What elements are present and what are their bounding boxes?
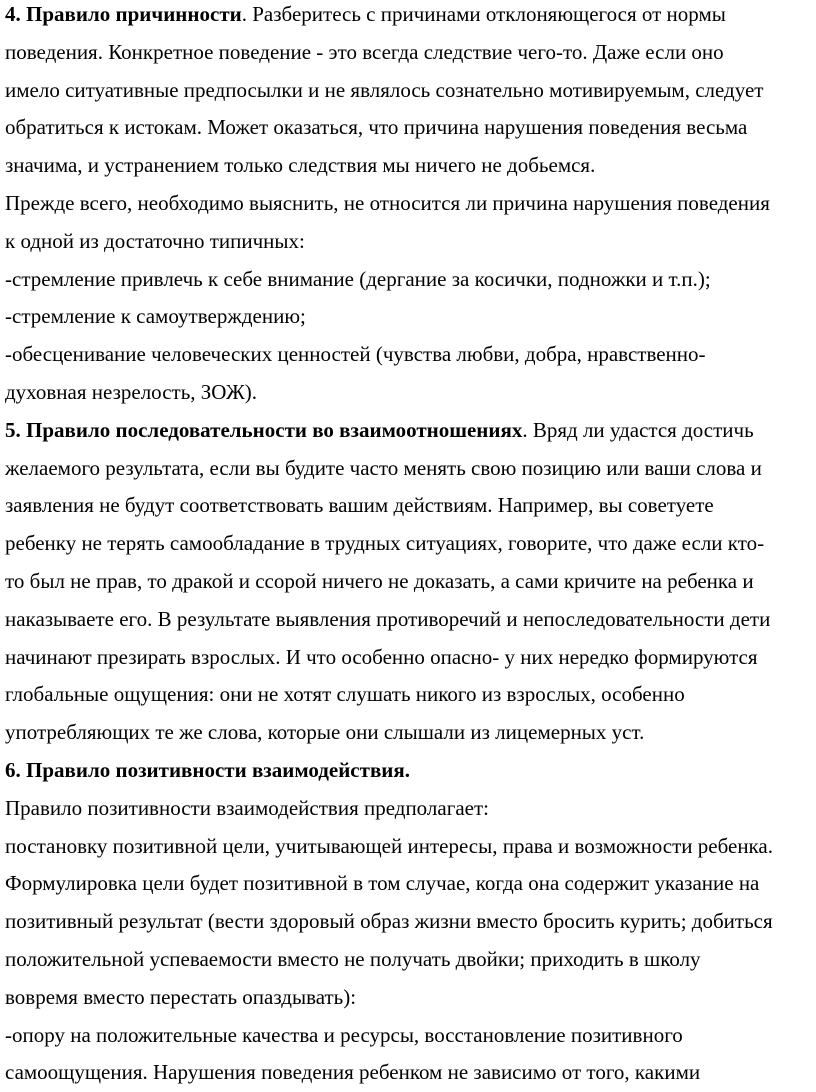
section-6-line-5: положительной успеваемости вместо не получать двойки; приходить в школу: [5, 946, 701, 971]
section-5-line-7: начинают презирать взрослых. И что особенно опасно- у них нередко формируются: [5, 644, 758, 669]
section-6-line-8: самоощущения. Нарушения поведения ребенком не зависимо от того, какими: [5, 1060, 701, 1085]
section-4-line-4: обратиться к истокам. Может оказаться, что причина нарушения поведения весьма: [5, 115, 748, 140]
section-4-line-3: имело ситуативные предпосылки и не являлось сознательно мотивируемым, следует: [5, 77, 764, 102]
section-4-line-7: к одной из достаточно типичных:: [5, 228, 305, 253]
section-5-line-1: 5. Правило последовательности во взаимоотношениях. Вряд ли удастся достичь: [5, 417, 754, 442]
section-4-list-item-1: -стремление привлечь к себе внимание (дергание за косички, подножки и т.п.);: [5, 266, 711, 291]
section-6-line-7: -опору на положительные качества и ресурсы, восстановление позитивного: [5, 1022, 683, 1047]
section-5-heading: 5. Правило последовательности во взаимоотношениях: [5, 417, 523, 442]
section-4-line-1: 4. Правило причинности. Разберитесь с причинами отклоняющегося от нормы: [5, 2, 726, 26]
section-6-heading-line: [5, 752, 810, 790]
section-4-list-item-3-cont: духовная незрелость, ЗОЖ).: [5, 379, 257, 404]
section-6-line-4: позитивный результат (вести здоровый образ жизни вместо бросить курить; добиться: [5, 909, 773, 934]
section-6-line-6: вовремя вместо перестать опаздывать):: [5, 984, 357, 1009]
section-5-line-2: желаемого результата, если вы будите часто менять свою позицию или ваши слова и: [5, 455, 762, 480]
section-5-line-3: заявления не будут соответствовать вашим действиям. Например, вы советуете: [5, 493, 714, 518]
section-4-heading: 4. Правило причинности: [5, 2, 242, 26]
section-4-line-2: поведения. Конкретное поведение - это всегда следствие чего-то. Даже если оно: [5, 39, 724, 64]
section-6-line-2: постановку позитивной цели, учитывающей интересы, права и возможности ребенка.: [5, 833, 774, 858]
section-4-line-6: Прежде всего, необходимо выяснить, не относится ли причина нарушения поведения: [5, 190, 770, 215]
section-4-list-item-2: -стремление к самоутверждению;: [5, 304, 306, 329]
section-5-line-4: ребенку не терять самообладание в трудных ситуациях, говорите, что даже если кто-: [5, 531, 765, 556]
section-6-heading: 6. Правило позитивности взаимодействия.: [5, 757, 410, 782]
section-6-line-3: Формулировка цели будет позитивной в том случае, когда она содержит указание на: [5, 871, 760, 896]
section-4-line-5: значима, и устранением только следствия мы ничего не добьемся.: [5, 153, 596, 178]
section-6-line-1: Правило позитивности взаимодействия предполагает:: [5, 795, 489, 820]
section-5-line-5: то был не прав, то дракой и ссорой ничего не доказать, а сами кричите на ребенка и: [5, 568, 754, 593]
section-4-list-item-3: -обесценивание человеческих ценностей (чувства любви, добра, нравственно-: [5, 342, 706, 367]
section-5-line-8: глобальные ощущения: они не хотят слушать никого из взрослых, особенно: [5, 682, 685, 707]
section-5-line-9: употребляющих те же слова, которые они слышали из лицемерных уст.: [5, 720, 645, 745]
section-5-line-6: наказываете его. В результате выявления противоречий и непоследовательности дети: [5, 606, 771, 631]
